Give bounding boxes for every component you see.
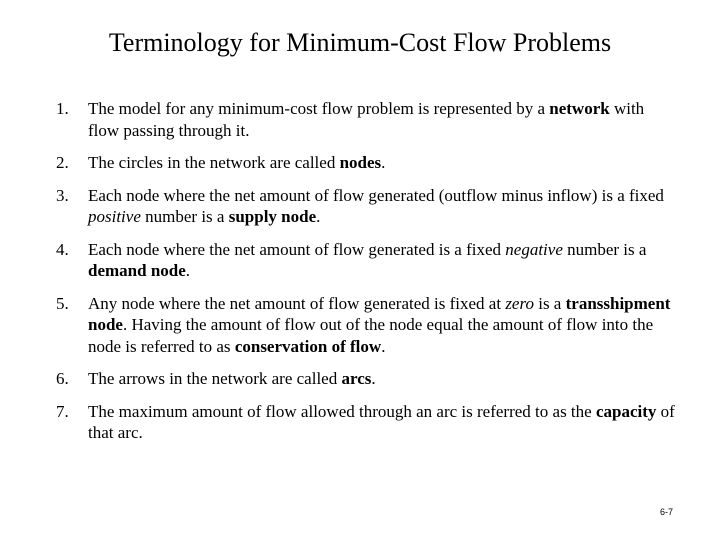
term-text-segment: The maximum amount of flow allowed through an arc is referred to as the [88,401,596,421]
term-text-segment: The arrows in the network are called [88,369,342,388]
term-text-segment: The model for any minimum-cost flow problem is represented by a [88,99,550,118]
term-number: 3. [56,185,69,205]
term-text-segment: with flow passing through it. [88,99,645,140]
term-text-segment: . [316,207,321,226]
term-text-segment: Each node where the net amount of flow generated (outflow minus inflow) is a fixed [88,185,664,205]
term-number: 7. [56,401,69,421]
slide-title: Terminology for Minimum-Cost Flow Problems [108,28,612,57]
term-item-3 [56,185,676,228]
term-text-segment: is a [533,293,566,313]
term-text [88,186,664,227]
term-text-segment: . Having the amount of flow out of the node equal the amount of flow into the node is referred to as [88,315,654,356]
term-text [88,294,670,356]
term-item-2 [56,152,676,174]
term-text [88,240,646,281]
term-text-segment: . [185,261,191,280]
key-term: demand node [88,261,186,280]
key-term: transshipment node [88,293,671,334]
term-text-segment: . [381,153,386,172]
term-number: 4. [56,239,69,259]
slide-number: 6-7 [659,507,673,517]
term-text [88,369,376,388]
term-number: 5. [56,293,69,313]
term-item-5 [56,293,676,358]
term-text-segment: number is a [562,239,647,259]
term-text-segment: number is a [140,207,229,226]
term-number: 6. [56,369,69,388]
term-text-segment: The circles in the network are called [88,153,340,172]
term-text [88,153,385,172]
term-item-6 [56,368,676,390]
emphasis: negative [505,239,563,259]
term-number: 1. [56,99,69,118]
term-item-4 [56,239,676,282]
key-term: capacity [595,401,657,421]
emphasis: zero [505,293,534,313]
terms-list [56,98,676,455]
term-item-7 [56,401,676,444]
term-text-segment: Each node where the net amount of flow generated is a fixed [88,239,506,259]
key-term: nodes [339,153,382,172]
term-text-segment: Any node where the net amount of flow generated is fixed at [88,293,506,313]
key-term: supply node [228,207,317,226]
term-text [88,402,675,443]
term-text-segment: . [381,336,386,356]
key-term: conservation of flow [234,336,382,356]
term-number: 2. [56,153,69,172]
key-term: arcs [341,369,372,388]
key-term: network [549,99,610,118]
term-item-1 [56,98,676,141]
term-text-segment: of that arc. [88,401,675,442]
term-text [88,99,644,140]
emphasis: positive [88,207,141,226]
term-text-segment: . [371,369,376,388]
